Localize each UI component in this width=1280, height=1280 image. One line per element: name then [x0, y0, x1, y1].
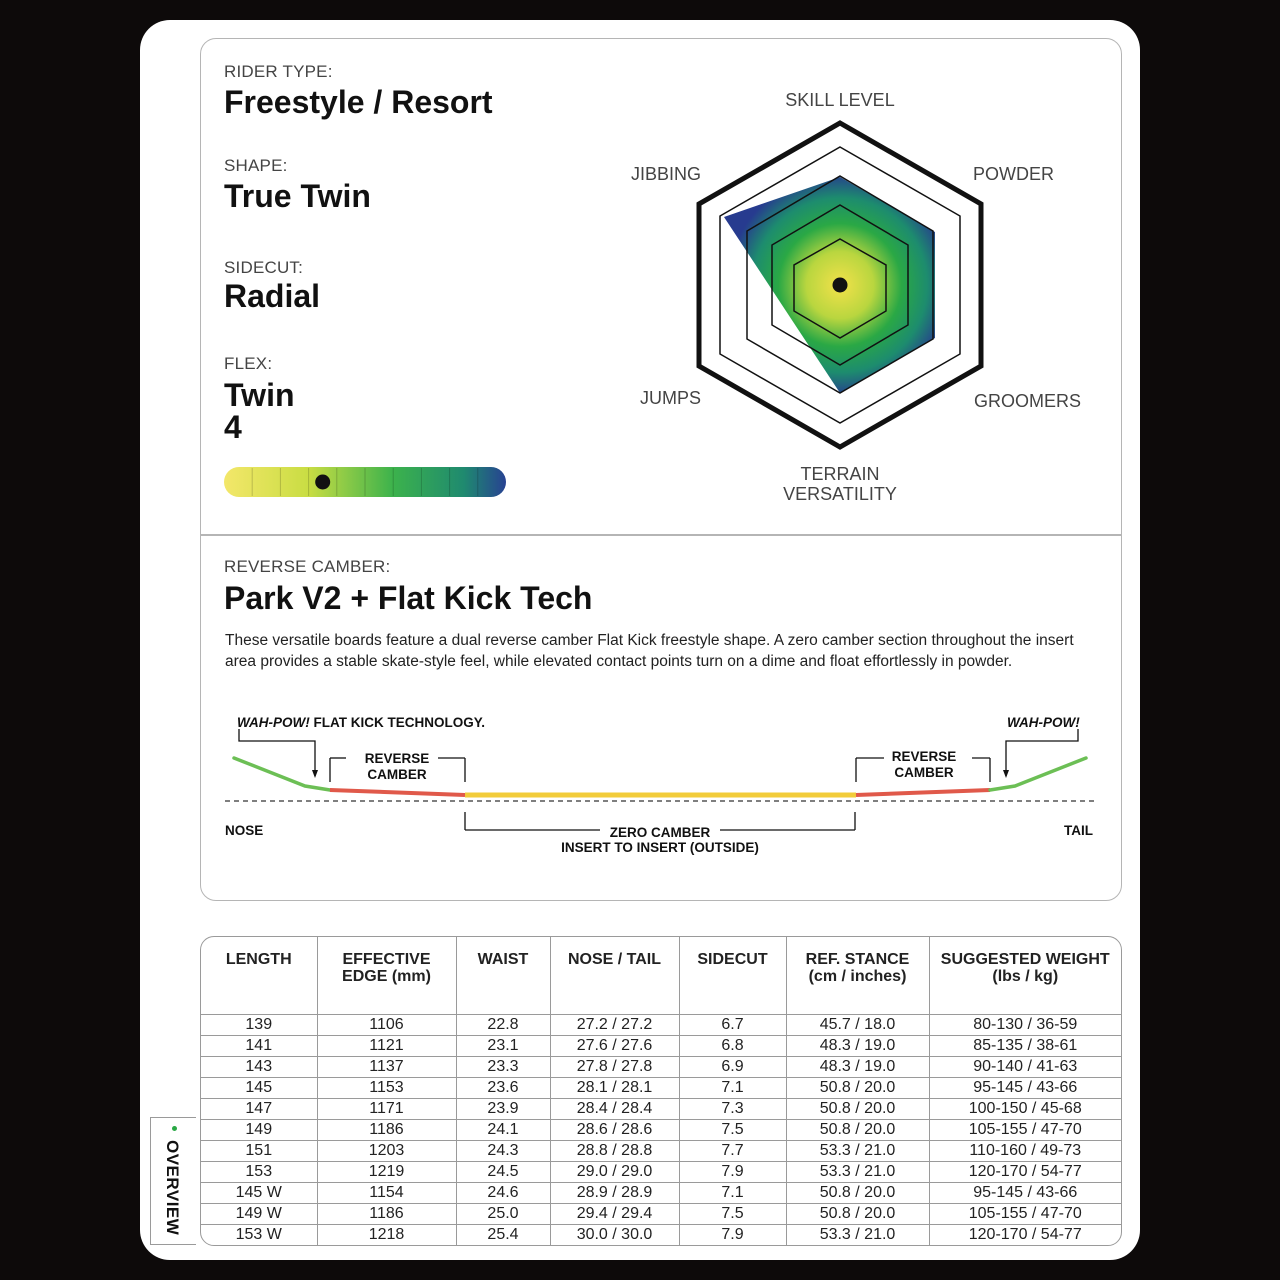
table-cell: 7.3 — [679, 1099, 786, 1120]
table-cell: 7.9 — [679, 1225, 786, 1246]
table-cell: 105-155 / 47-70 — [929, 1204, 1121, 1225]
table-cell: 50.8 / 20.0 — [786, 1183, 929, 1204]
table-cell: 1218 — [317, 1225, 456, 1246]
table-row — [201, 1183, 1121, 1204]
header-text: REF. STANCE — [805, 951, 910, 968]
table-cell: 1121 — [317, 1036, 456, 1057]
table-cell: 22.8 — [456, 1015, 550, 1036]
header-text: EDGE (mm) — [342, 968, 431, 985]
table-cell: 80-130 / 36-59 — [929, 1015, 1121, 1036]
shape-label: SHAPE: — [224, 156, 288, 175]
camber-profile-diagram — [220, 726, 1110, 836]
table-cell: 23.1 — [456, 1036, 550, 1057]
table-row — [201, 1057, 1121, 1078]
header-text: SUGGESTED WEIGHT — [940, 951, 1110, 968]
table-cell: 120-170 / 54-77 — [968, 1226, 1082, 1243]
table-cell: 30.0 / 30.0 — [550, 1225, 679, 1246]
table-header-cell — [317, 937, 456, 1015]
table-cell: 27.6 / 27.6 — [550, 1036, 679, 1057]
zero-camber-l1: ZERO CAMBER — [609, 825, 711, 840]
table-cell: 6.8 — [679, 1036, 786, 1057]
table-cell: 23.3 — [456, 1057, 550, 1078]
table-cell: 1219 — [317, 1162, 456, 1183]
header-text: EFFECTIVE — [342, 951, 431, 968]
reverse-camber-right-l2: CAMBER — [894, 765, 954, 780]
radar-chart — [690, 116, 990, 456]
shape-value: True Twin — [224, 178, 371, 214]
table-cell: 153 — [201, 1162, 317, 1183]
table-header-cell — [550, 937, 679, 1015]
table-cell: 6.9 — [679, 1057, 786, 1078]
table-cell: 100-150 / 45-68 — [929, 1099, 1121, 1120]
table-row — [201, 1015, 1121, 1036]
table-cell: 7.5 — [679, 1120, 786, 1141]
table-cell: 48.3 / 19.0 — [786, 1036, 929, 1057]
table-cell: 143 — [201, 1057, 317, 1078]
header-text: SIDECUT — [697, 951, 768, 968]
table-cell: 1203 — [317, 1141, 456, 1162]
radar-label-groomers: GROOMERS — [974, 391, 1082, 411]
table-cell: 145 W — [201, 1183, 317, 1204]
table-cell: 48.3 / 19.0 — [786, 1057, 929, 1078]
table-cell: 29.4 / 29.4 — [550, 1204, 679, 1225]
table-row — [201, 1162, 1121, 1183]
camber-description: These versatile boards feature a dual reverse camber Flat Kick freestyle shape. A zero camber section throughout the insert area provides a stable skate-style feel, while elevated contact points turn on a dime and float effortlessly in powder. — [225, 632, 1074, 670]
table-cell: 153 W — [201, 1225, 317, 1246]
table-cell: 1153 — [317, 1078, 456, 1099]
table-cell: 139 — [201, 1015, 317, 1036]
table-row — [201, 1141, 1121, 1162]
table-cell: 28.1 / 28.1 — [550, 1078, 679, 1099]
table-cell: 7.1 — [679, 1078, 786, 1099]
table-cell: 149 — [201, 1120, 317, 1141]
nose-label: NOSE — [225, 823, 264, 838]
flex-rating: 4 — [224, 409, 242, 445]
header-text: (cm / inches) — [808, 968, 907, 985]
table-cell: 28.8 / 28.8 — [550, 1141, 679, 1162]
sidecut-label: SIDECUT: — [224, 258, 304, 277]
table-cell: 1154 — [317, 1183, 456, 1204]
table-cell: 95-145 / 43-66 — [929, 1183, 1121, 1204]
table-header-cell — [679, 937, 786, 1015]
table-cell: 85-135 / 38-61 — [929, 1036, 1121, 1057]
table-header-cell — [201, 937, 317, 1015]
table-cell: 149 W — [201, 1204, 317, 1225]
table-cell: 147 — [201, 1099, 317, 1120]
flex-scale-bar — [222, 465, 508, 499]
table-cell: 24.5 — [456, 1162, 550, 1183]
table-cell: 53.3 / 21.0 — [786, 1141, 929, 1162]
table-cell: 90-140 / 41-63 — [929, 1057, 1121, 1078]
table-cell: 1186 — [317, 1204, 456, 1225]
table-row — [201, 1078, 1121, 1099]
table-header-cell — [929, 937, 1121, 1015]
header-text: (lbs / kg) — [992, 968, 1059, 985]
radar-label-powder: POWDER — [973, 164, 1054, 184]
flex-indicator-dot — [315, 475, 330, 490]
table-cell: 7.5 — [679, 1204, 786, 1225]
table-cell: 27.2 / 27.2 — [550, 1015, 679, 1036]
radar-center-dot — [833, 278, 848, 293]
table-cell: 27.8 / 27.8 — [550, 1057, 679, 1078]
table-cell: 23.9 — [456, 1099, 550, 1120]
table-row — [201, 1120, 1121, 1141]
table-cell: 53.3 / 21.0 — [786, 1162, 929, 1183]
overview-tab-label: OVERVIEW — [163, 1140, 182, 1236]
table-cell: 29.0 / 29.0 — [550, 1162, 679, 1183]
table-row — [201, 1204, 1121, 1225]
flex-value: Twin — [224, 377, 295, 413]
table-cell: 7.7 — [679, 1141, 786, 1162]
header-text: LENGTH — [225, 951, 292, 968]
table-cell: 1137 — [317, 1057, 456, 1078]
reverse-camber-left-l1: REVERSE — [364, 751, 430, 766]
tail-label: TAIL — [1064, 823, 1093, 838]
reverse-camber-right-segment — [856, 790, 990, 795]
overview-dot — [172, 1126, 177, 1131]
flat-kick-brand: WAH-POW! — [237, 715, 310, 730]
table-cell: 145 — [201, 1078, 317, 1099]
section-divider — [200, 534, 1122, 536]
zero-camber-l2: INSERT TO INSERT (OUTSIDE) — [561, 840, 759, 855]
radar-label-skill-level: SKILL LEVEL — [785, 90, 895, 110]
flex-label: FLEX: — [224, 354, 273, 373]
radar-label-versatility: VERSATILITY — [783, 484, 897, 504]
table-cell: 141 — [201, 1036, 317, 1057]
table-cell: 6.7 — [679, 1015, 786, 1036]
table-cell: 45.7 / 18.0 — [786, 1015, 929, 1036]
rider-type-value: Freestyle / Resort — [224, 84, 493, 120]
camber-label: REVERSE CAMBER: — [224, 557, 391, 576]
table-cell: 24.1 — [456, 1120, 550, 1141]
reverse-camber-right-l1: REVERSE — [891, 749, 957, 764]
table-cell: 23.6 — [456, 1078, 550, 1099]
radar-label-jibbing: JIBBING — [631, 164, 702, 184]
flat-kick-text: FLAT KICK TECHNOLOGY. — [309, 715, 485, 730]
table-cell: 28.4 / 28.4 — [550, 1099, 679, 1120]
table-cell: 24.6 — [456, 1183, 550, 1204]
table-row — [201, 1225, 1121, 1246]
rider-type-label: RIDER TYPE: — [224, 62, 333, 81]
table-cell: 7.1 — [679, 1183, 786, 1204]
table-cell: 53.3 / 21.0 — [786, 1225, 929, 1246]
reverse-camber-left-l2: CAMBER — [367, 767, 427, 782]
table-cell: 50.8 / 20.0 — [786, 1120, 929, 1141]
table-cell: 1106 — [317, 1015, 456, 1036]
header-text: NOSE / TAIL — [567, 951, 662, 968]
sidecut-value: Radial — [224, 278, 321, 314]
table-cell: 50.8 / 20.0 — [786, 1204, 929, 1225]
table-row — [201, 1036, 1121, 1057]
tail-kick-segment — [990, 758, 1086, 790]
table-cell: 7.9 — [679, 1162, 786, 1183]
table-cell: 1186 — [317, 1120, 456, 1141]
table-cell: 25.4 — [456, 1225, 550, 1246]
camber-title: Park V2 + Flat Kick Tech — [224, 580, 593, 616]
size-table — [200, 936, 1122, 1246]
table-cell: 151 — [201, 1141, 317, 1162]
reverse-camber-left-segment — [330, 790, 465, 795]
table-cell: 105-155 / 47-70 — [929, 1120, 1121, 1141]
radar-label-jumps: JUMPS — [640, 388, 702, 408]
table-row — [201, 1099, 1121, 1120]
radar-label-terrain: TERRAIN — [800, 464, 880, 484]
table-cell: 24.3 — [456, 1141, 550, 1162]
table-cell: 110-160 / 49-73 — [929, 1141, 1121, 1162]
header-text: WAIST — [477, 951, 529, 968]
table-cell: 28.6 / 28.6 — [550, 1120, 679, 1141]
wah-pow-right-text: WAH-POW! — [1007, 715, 1080, 730]
table-cell: 28.9 / 28.9 — [550, 1183, 679, 1204]
table-cell: 120-170 / 54-77 — [929, 1162, 1121, 1183]
table-cell: 95-145 / 43-66 — [929, 1078, 1121, 1099]
table-cell: 50.8 / 20.0 — [786, 1099, 929, 1120]
table-cell: 1171 — [317, 1099, 456, 1120]
table-header-cell — [786, 937, 929, 1015]
table-cell: 25.0 — [456, 1204, 550, 1225]
table-header-cell — [456, 937, 550, 1015]
table-header-row — [201, 937, 1121, 1015]
table-cell: 50.8 / 20.0 — [786, 1078, 929, 1099]
radar-filled-area — [724, 177, 935, 393]
